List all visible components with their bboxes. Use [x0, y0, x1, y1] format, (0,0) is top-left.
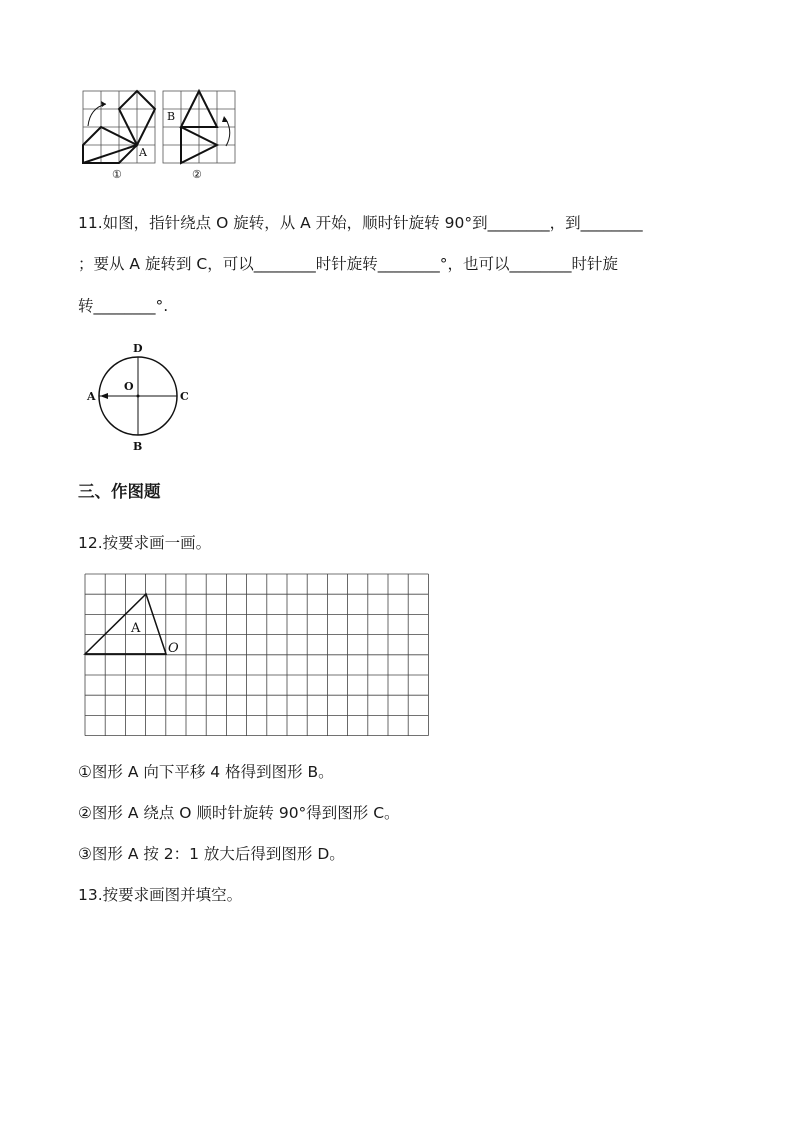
clock-circle-figure: [84, 338, 194, 456]
label-B: B: [133, 440, 143, 453]
arrow-head-1: [101, 101, 106, 107]
q11-line-1: 11.如图，指针绕点 O 旋转，从 A 开始，顺时针旋转 90°到________，到________: [78, 214, 643, 232]
section-3-heading: 三、作图题: [78, 482, 161, 501]
rotation-arrow-2: [225, 118, 230, 146]
q12-title: 12.按要求画一画。: [78, 534, 212, 552]
q12-item-1: ①图形 A 向下平移 4 格得到图形 B。: [78, 763, 334, 781]
pointer-arrow-head: [100, 393, 108, 399]
grid-2-label-B: B: [167, 110, 176, 123]
q12-grid-figure: [82, 570, 432, 744]
label-A: A: [87, 390, 96, 403]
grid-1-caption: ①: [112, 168, 122, 181]
center-point: [137, 395, 140, 398]
shape-A-label: A: [131, 621, 141, 636]
rotation-grids-figure: [78, 86, 248, 186]
label-O: O: [124, 380, 134, 393]
q12-item-3: ③图形 A 按 2：1 放大后得到图形 D。: [78, 845, 345, 863]
rotation-arrow-1: [88, 104, 106, 126]
grid-1-label-A: A: [139, 146, 147, 159]
label-D: D: [133, 342, 143, 355]
grid-2-caption: ②: [192, 168, 202, 181]
point-O-label: O: [168, 641, 179, 656]
label-C: C: [180, 390, 189, 403]
q12-item-2: ②图形 A 绕点 O 顺时针旋转 90°得到图形 C。: [78, 804, 400, 822]
arrow-head-2: [222, 116, 228, 122]
q11-line-3: 转________°.: [78, 297, 169, 315]
q11-line-2: ；要从 A 旋转到 C，可以________时针旋转________°，也可以________时针旋: [78, 255, 618, 273]
q13-title: 13.按要求画图并填空。: [78, 886, 243, 904]
